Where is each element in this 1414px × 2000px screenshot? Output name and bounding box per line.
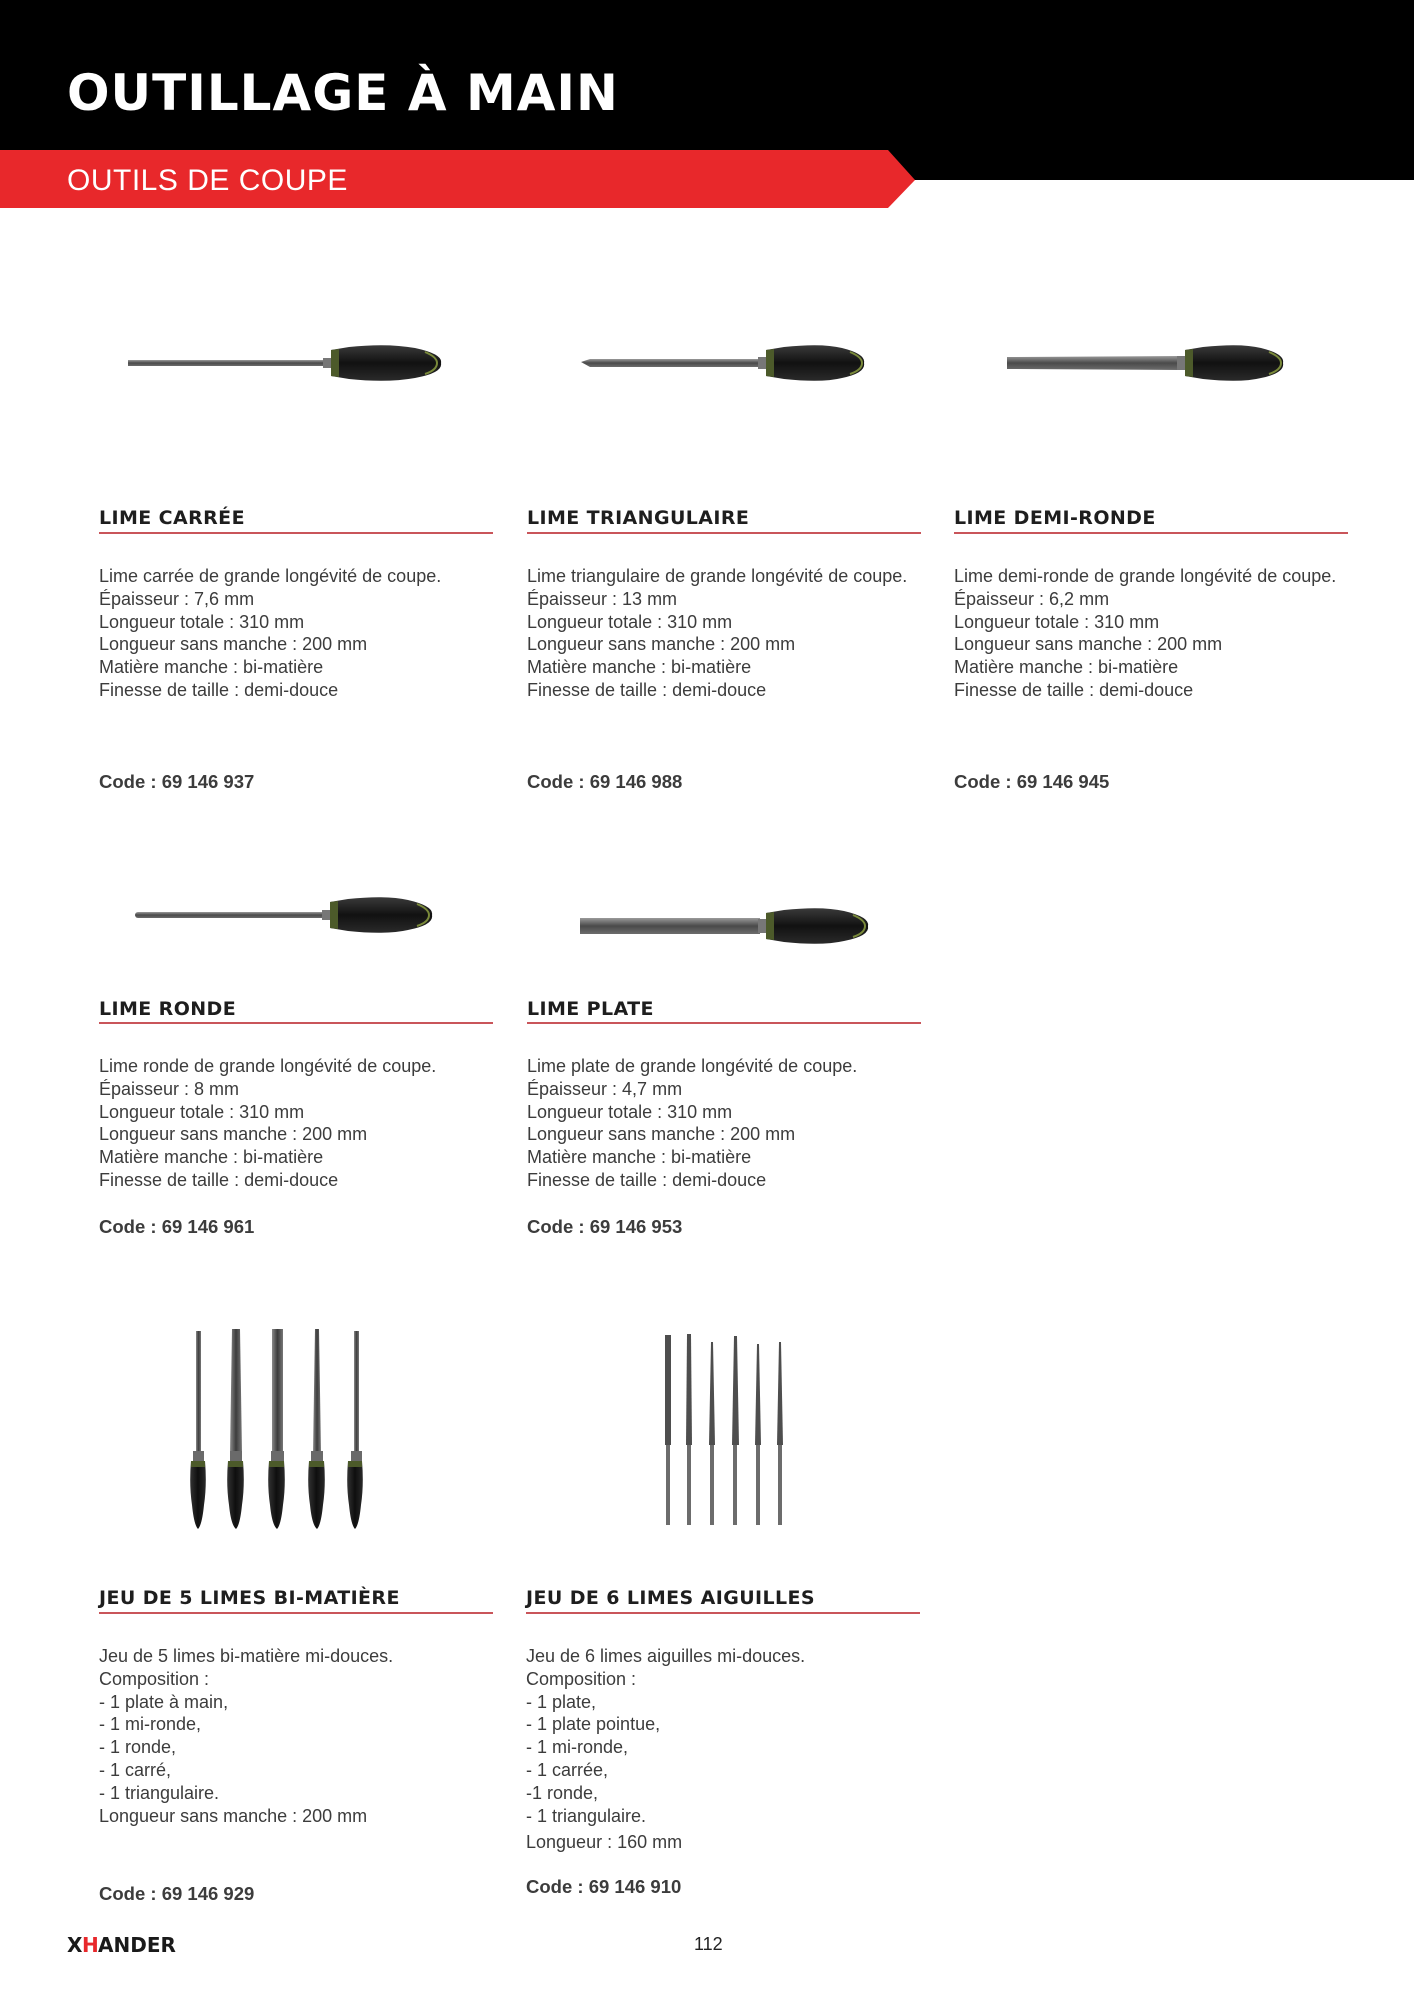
needle-file-set-image (660, 1330, 790, 1530)
product-title: JEU DE 5 LIMES BI-MATIÈRE (99, 1587, 400, 1609)
title-underline (99, 1022, 493, 1024)
description-line: - 1 carré, (99, 1759, 172, 1780)
product-code: Code : 69 146 988 (527, 771, 683, 792)
title-underline (526, 1612, 920, 1614)
description-line: Finesse de taille : demi-douce (99, 679, 339, 700)
svg-text:H: H (82, 1933, 99, 1956)
product-title: LIME PLATE (527, 998, 654, 1020)
file-image (1004, 340, 1294, 386)
description-line: Lime plate de grande longévité de coupe. (527, 1056, 858, 1076)
description-line: Matière manche : bi-matière (527, 1147, 752, 1168)
product-code: Code : 69 146 945 (954, 771, 1110, 792)
description-line: - 1 mi-ronde, (526, 1737, 629, 1758)
description-line: Matière manche : bi-matière (99, 1147, 324, 1168)
description-line: Longueur totale : 310 mm (99, 1101, 305, 1122)
description-line: Finesse de taille : demi-douce (527, 1169, 767, 1190)
product-code: Code : 69 146 937 (99, 771, 255, 792)
description-line: Longueur sans manche : 200 mm (99, 1805, 368, 1826)
description-line: Épaisseur : 13 mm (527, 588, 678, 609)
product-title: LIME TRIANGULAIRE (527, 507, 750, 529)
product-title: LIME DEMI-RONDE (954, 507, 1156, 529)
description-line: Finesse de taille : demi-douce (99, 1169, 339, 1190)
product-description (527, 565, 907, 702)
description-line: Longueur totale : 310 mm (527, 1101, 733, 1122)
description-line: Lime demi-ronde de grande longévité de coupe. (954, 566, 1337, 586)
product-code: Code : 69 146 953 (527, 1216, 683, 1237)
description-line: - 1 ronde, (99, 1737, 177, 1758)
description-line: - 1 triangulaire. (99, 1782, 220, 1803)
description-line: Composition : (99, 1668, 210, 1689)
product-description (99, 1055, 436, 1192)
description-line: Longueur totale : 310 mm (527, 611, 733, 632)
title-underline (954, 532, 1348, 534)
description-line: Longueur sans manche : 200 mm (99, 634, 368, 655)
title-underline (527, 1022, 921, 1024)
description-line: Lime carrée de grande longévité de coupe. (99, 566, 442, 586)
description-line: - 1 mi-ronde, (99, 1714, 202, 1735)
description-line: Composition : (526, 1668, 637, 1689)
description-line: Épaisseur : 4,7 mm (527, 1078, 683, 1099)
title-underline (527, 532, 921, 534)
title-underline (99, 532, 493, 534)
description-line: Longueur sans manche : 200 mm (527, 634, 796, 655)
description-line: Longueur sans manche : 200 mm (527, 1124, 796, 1145)
description-line: - 1 plate à main, (99, 1691, 229, 1712)
description-line: - 1 carrée, (526, 1759, 609, 1780)
product-description (99, 565, 441, 702)
product-code: Code : 69 146 929 (99, 1883, 255, 1904)
description-line: Finesse de taille : demi-douce (527, 679, 767, 700)
product-description (527, 1055, 857, 1192)
description-line: Matière manche : bi-matière (954, 657, 1179, 678)
file-image (578, 903, 873, 949)
file-image (125, 340, 445, 386)
description-line: Longueur sans manche : 200 mm (99, 1124, 368, 1145)
product-title: LIME RONDE (99, 998, 237, 1020)
description-line: Finesse de taille : demi-douce (954, 679, 1194, 700)
file-set-image (180, 1325, 380, 1535)
description-line: Longueur sans manche : 200 mm (954, 634, 1223, 655)
product-description (954, 565, 1336, 702)
description-line: Longueur totale : 310 mm (954, 611, 1160, 632)
description-line: Épaisseur : 7,6 mm (99, 588, 255, 609)
description-line: Lime ronde de grande longévité de coupe. (99, 1056, 437, 1076)
product-description (526, 1645, 805, 1854)
brand-logo (67, 1932, 222, 1956)
description-line: - 1 plate pointue, (526, 1714, 661, 1735)
product-title: JEU DE 6 LIMES AIGUILLES (526, 1587, 815, 1609)
svg-text:ANDER: ANDER (98, 1933, 176, 1956)
description-line: Longueur : 160 mm (526, 1832, 683, 1853)
description-line: -1 ronde, (526, 1782, 599, 1803)
description-line: Jeu de 6 limes aiguilles mi-douces. (526, 1646, 806, 1666)
description-line: Jeu de 5 limes bi-matière mi-douces. (99, 1646, 394, 1666)
svg-text:X: X (67, 1933, 83, 1956)
description-line: Matière manche : bi-matière (99, 657, 324, 678)
product-code: Code : 69 146 910 (526, 1876, 682, 1897)
page-number: 112 (694, 1934, 723, 1954)
file-image (578, 340, 868, 386)
description-line: Épaisseur : 6,2 mm (954, 588, 1110, 609)
product-description (99, 1645, 393, 1827)
description-line: Lime triangulaire de grande longévité de coupe. (527, 566, 908, 586)
title-underline (99, 1612, 493, 1614)
description-line: Épaisseur : 8 mm (99, 1078, 240, 1099)
product-code: Code : 69 146 961 (99, 1216, 255, 1237)
file-image (132, 892, 437, 938)
description-line: - 1 triangulaire. (526, 1805, 647, 1826)
section-title: OUTILS DE COUPE (67, 164, 348, 197)
description-line: Matière manche : bi-matière (527, 657, 752, 678)
description-line: Longueur totale : 310 mm (99, 611, 305, 632)
page-title: OUTILLAGE À MAIN (67, 64, 619, 122)
description-line: - 1 plate, (526, 1691, 597, 1712)
product-title: LIME CARRÉE (99, 507, 245, 529)
